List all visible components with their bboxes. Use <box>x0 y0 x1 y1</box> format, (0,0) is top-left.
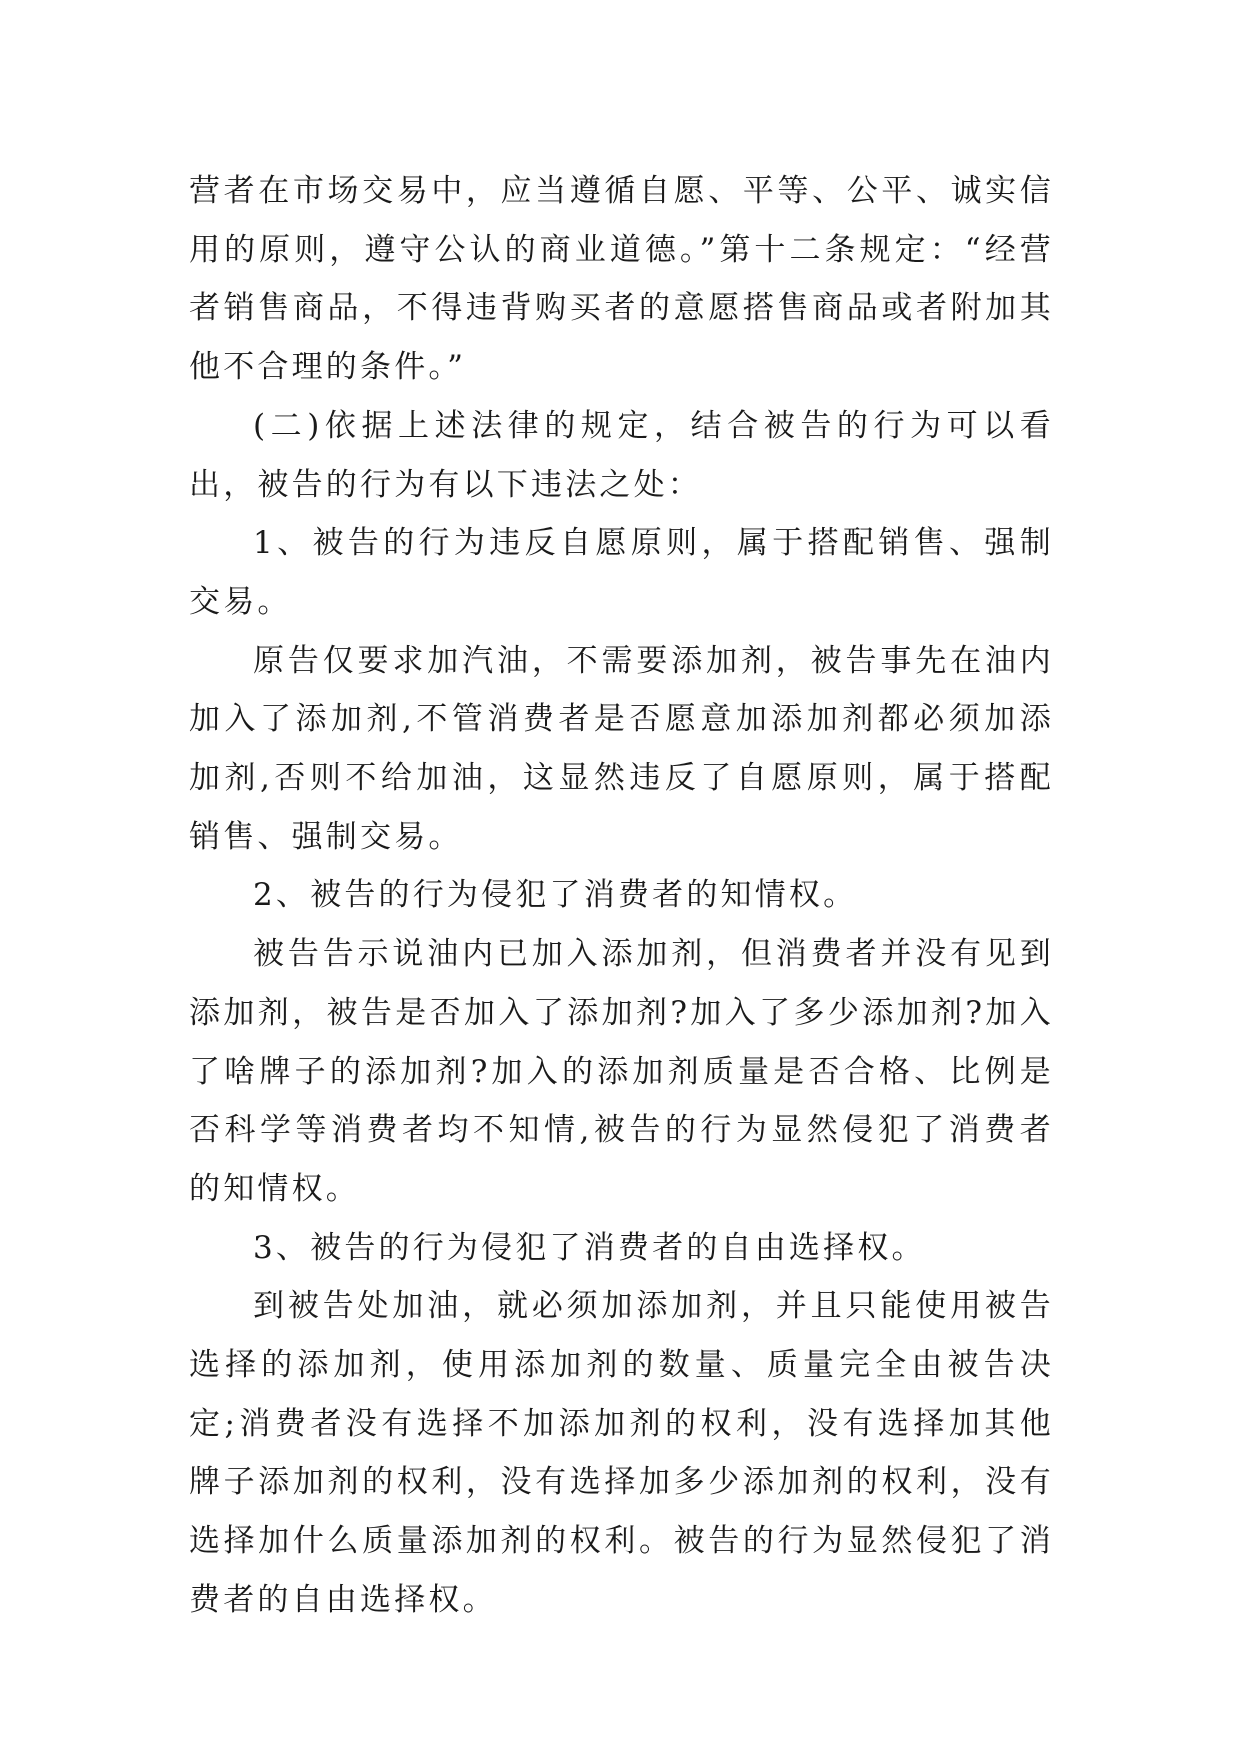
paragraph-point-two: 2、被告的行为侵犯了消费者的知情权。 <box>253 877 858 914</box>
paragraph-point-three: 3、被告的行为侵犯了消费者的自由选择权。 <box>253 1229 926 1266</box>
paragraph-point-one: 1、被告的行为违反自愿原则，属于搭配销售、强制交易。 <box>189 525 1054 620</box>
paragraph-point-two-detail: 被告告示说油内已加入添加剂，但消费者并没有见到添加剂，被告是否加入了添加剂?加入了多少添加剂?加入了啥牌子的添加剂?加入的添加剂质量是否合格、比例是否科学等消费者均不知情,被告的行为显然侵犯了消费者的知情权。 <box>189 936 1054 1207</box>
paragraph-point-one-detail: 原告仅要求加汽油，不需要添加剂，被告事先在油内加入了添加剂,不管消费者是否愿意加添加剂都必须加添加剂,否则不给加油，这显然违反了自愿原则，属于搭配销售、强制交易。 <box>189 642 1054 855</box>
paragraph-section-two: (二)依据上述法律的规定，结合被告的行为可以看出，被告的行为有以下违法之处： <box>189 407 1054 503</box>
paragraph-continuation: 营者在市场交易中，应当遵循自愿、平等、公平、诚实信用的原则，遵守公认的商业道德。”第十二条规定：“经营者销售商品，不得违背购买者的意愿搭售商品或者附加其他不合理的条件。” <box>189 173 1054 386</box>
document-body <box>189 162 1054 1630</box>
paragraph-point-three-detail: 到被告处加油，就必须加添加剂，并且只能使用被告选择的添加剂，使用添加剂的数量、质量完全由被告决定;消费者没有选择不加添加剂的权利，没有选择加其他牌子添加剂的权利，没有选择加多少添加剂的权利，没有选择加什么质量添加剂的权利。被告的行为显然侵犯了消费者的自由选择权。 <box>189 1288 1054 1618</box>
